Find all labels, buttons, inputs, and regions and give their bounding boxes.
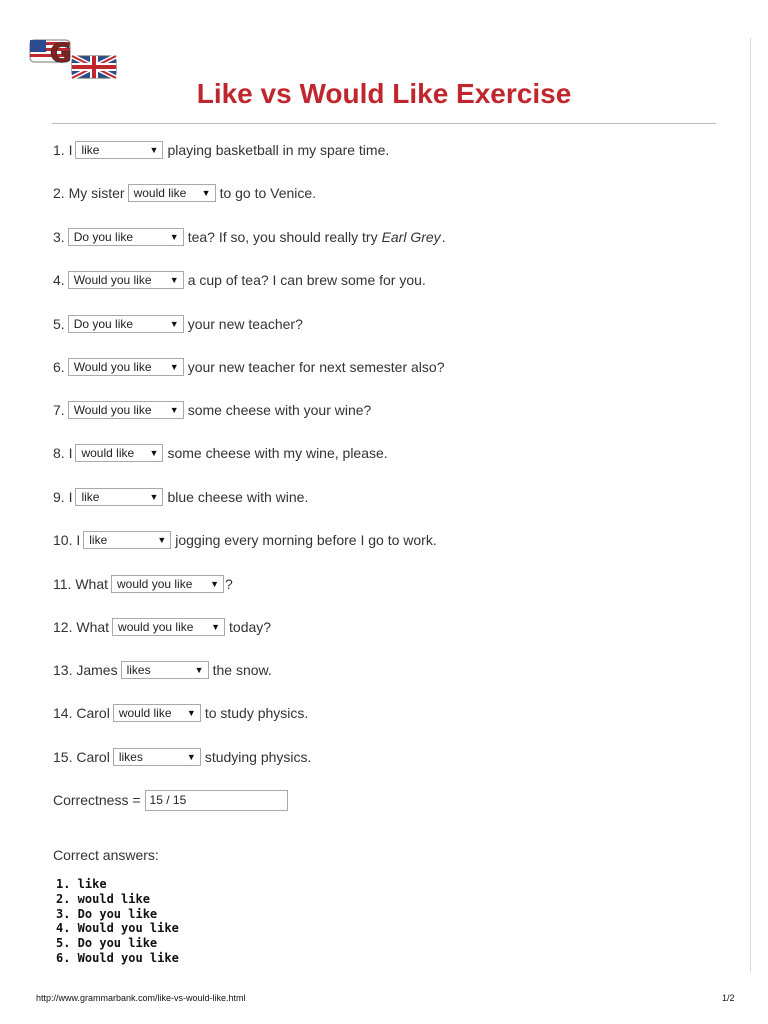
question-prefix: 11. What bbox=[53, 576, 108, 592]
question-text: the snow. bbox=[212, 662, 272, 678]
question-prefix: 12. What bbox=[53, 619, 110, 635]
question-text: today? bbox=[229, 619, 272, 635]
answer-select-value: like bbox=[81, 490, 100, 504]
answer-select-value: Do you like bbox=[73, 230, 134, 244]
emphasis-text: Earl Grey bbox=[381, 229, 441, 245]
question-10 bbox=[53, 530, 437, 550]
question-6 bbox=[53, 357, 444, 377]
page-edge-line bbox=[750, 38, 751, 972]
answer-select-value: like bbox=[89, 533, 108, 547]
dropdown-arrow-icon: ▼ bbox=[186, 752, 196, 762]
question-prefix: 15. Carol bbox=[53, 749, 110, 765]
question-3 bbox=[53, 227, 446, 247]
question-7 bbox=[53, 400, 371, 420]
question-text: to go to Venice. bbox=[219, 185, 317, 201]
answer-select-value: likes bbox=[118, 750, 143, 764]
dropdown-arrow-icon: ▼ bbox=[169, 232, 179, 242]
question-prefix: 14. Carol bbox=[53, 705, 110, 721]
page-title: Like vs Would Like Exercise bbox=[196, 78, 572, 109]
answer-select-value: Do you like bbox=[73, 317, 134, 331]
title-divider bbox=[52, 123, 716, 124]
answer-select[interactable] bbox=[68, 358, 184, 376]
question-1 bbox=[53, 140, 389, 160]
dropdown-arrow-icon: ▼ bbox=[169, 275, 179, 285]
question-13 bbox=[53, 660, 272, 680]
answer-select[interactable] bbox=[111, 575, 224, 593]
grammarbank-logo bbox=[28, 38, 118, 80]
answer-select[interactable] bbox=[83, 531, 171, 549]
dropdown-arrow-icon: ▼ bbox=[169, 405, 179, 415]
question-14 bbox=[53, 703, 308, 723]
question-prefix: 5. bbox=[53, 316, 65, 332]
score-field[interactable]: 15 / 15 bbox=[145, 790, 288, 811]
answers-list bbox=[56, 877, 179, 966]
answer-select[interactable] bbox=[112, 618, 225, 636]
dropdown-arrow-icon: ▼ bbox=[194, 665, 204, 675]
question-text: some cheese with your wine? bbox=[187, 402, 372, 418]
question-5 bbox=[53, 314, 303, 334]
question-prefix: 4. bbox=[53, 272, 65, 288]
question-text: ? bbox=[225, 576, 233, 592]
question-text: tea? If so, you should really try bbox=[187, 229, 378, 245]
question-12 bbox=[53, 617, 271, 637]
answer-select[interactable] bbox=[75, 488, 163, 506]
answer-select-value: would like bbox=[133, 186, 187, 200]
logo-letter: G bbox=[50, 39, 72, 69]
answer-select-value: would like bbox=[81, 446, 135, 460]
dropdown-arrow-icon: ▼ bbox=[169, 362, 179, 372]
page-number: 1/2 bbox=[722, 993, 735, 1003]
dropdown-arrow-icon: ▼ bbox=[169, 319, 179, 329]
question-prefix: 6. bbox=[53, 359, 65, 375]
dropdown-arrow-icon: ▼ bbox=[186, 708, 196, 718]
question-text: a cup of tea? I can brew some for you. bbox=[187, 272, 426, 288]
answer-item: 5. Do you like bbox=[56, 936, 158, 951]
answer-select-value: Would you like bbox=[73, 403, 152, 417]
answer-select-value: Would you like bbox=[73, 360, 152, 374]
question-9 bbox=[53, 487, 308, 507]
question-prefix: 8. I bbox=[53, 445, 73, 461]
answer-item: 2. would like bbox=[56, 891, 150, 906]
question-11 bbox=[53, 574, 233, 594]
answer-select-value: likes bbox=[126, 663, 151, 677]
question-prefix: 1. I bbox=[53, 142, 73, 158]
dropdown-arrow-icon: ▼ bbox=[211, 622, 221, 632]
answer-item: 3. Do you like bbox=[56, 906, 158, 921]
answer-select[interactable] bbox=[121, 661, 209, 679]
dropdown-arrow-icon: ▼ bbox=[210, 579, 219, 589]
answer-select[interactable] bbox=[68, 271, 184, 289]
score-row bbox=[53, 790, 288, 810]
answer-select[interactable] bbox=[113, 748, 201, 766]
answer-item: 1. like bbox=[56, 877, 107, 891]
answer-select[interactable] bbox=[113, 704, 201, 722]
answer-item: 4. Would you like bbox=[56, 921, 179, 936]
answer-select-value: would you like bbox=[118, 620, 194, 634]
answer-select-value: would you like bbox=[117, 577, 193, 591]
answer-select[interactable] bbox=[75, 141, 163, 159]
question-15 bbox=[53, 747, 311, 767]
question-prefix: 9. I bbox=[53, 489, 73, 505]
answer-select-value: Would you like bbox=[73, 273, 152, 287]
question-text: blue cheese with wine. bbox=[167, 489, 309, 505]
dropdown-arrow-icon: ▼ bbox=[149, 492, 159, 502]
dropdown-arrow-icon: ▼ bbox=[149, 145, 159, 155]
answer-select[interactable] bbox=[68, 228, 184, 246]
question-prefix: 3. bbox=[53, 229, 65, 245]
question-prefix: 13. James bbox=[53, 662, 118, 678]
answer-select[interactable] bbox=[128, 184, 216, 202]
dropdown-arrow-icon: ▼ bbox=[157, 535, 167, 545]
answer-select[interactable] bbox=[75, 444, 163, 462]
question-8 bbox=[53, 443, 388, 463]
dropdown-arrow-icon: ▼ bbox=[201, 188, 211, 198]
answer-select[interactable] bbox=[68, 315, 184, 333]
question-2 bbox=[53, 183, 316, 203]
question-text: some cheese with my wine, please. bbox=[167, 445, 388, 461]
answer-item: 6. Would you like bbox=[56, 950, 179, 965]
question-text: studying physics. bbox=[204, 749, 312, 765]
question-text: playing basketball in my spare time. bbox=[167, 142, 390, 158]
answer-select-value: like bbox=[81, 143, 100, 157]
question-text: your new teacher for next semester also? bbox=[187, 359, 445, 375]
question-text: your new teacher? bbox=[187, 316, 303, 332]
question-prefix: 7. bbox=[53, 402, 65, 418]
question-4 bbox=[53, 270, 426, 290]
flag-logo-icon bbox=[28, 38, 118, 80]
question-text: to study physics. bbox=[204, 705, 309, 721]
score-label: Correctness = bbox=[53, 792, 141, 808]
question-prefix: 10. I bbox=[53, 532, 81, 548]
dropdown-arrow-icon: ▼ bbox=[149, 448, 159, 458]
footer-url: http://www.grammarbank.com/like-vs-would-like.html bbox=[36, 993, 246, 1003]
question-text: jogging every morning before I go to work. bbox=[175, 532, 437, 548]
answers-heading: Correct answers: bbox=[53, 847, 159, 863]
answer-select-value: would like bbox=[118, 706, 172, 720]
answer-select[interactable] bbox=[68, 401, 184, 419]
question-tail: . bbox=[441, 229, 446, 245]
question-prefix: 2. My sister bbox=[53, 185, 125, 201]
